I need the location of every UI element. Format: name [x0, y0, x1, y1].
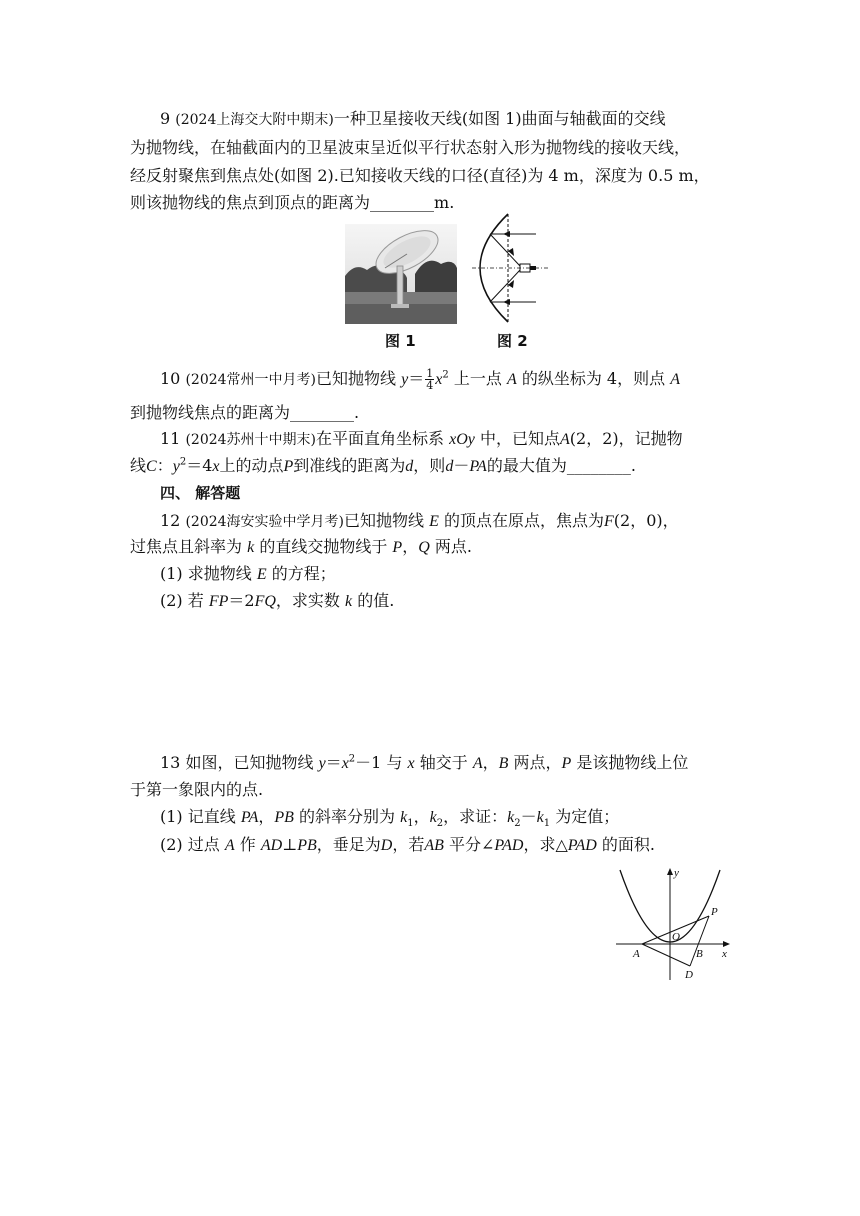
q12-text2: 的顶点在原点，焦点为 — [444, 511, 605, 530]
line-PB: PB — [297, 837, 317, 854]
comma: ， — [258, 807, 275, 826]
point-A-label: A — [633, 948, 640, 960]
q13-line1 — [160, 753, 688, 774]
q12-line2 — [130, 537, 472, 558]
var-x: x — [407, 755, 415, 772]
point-F: F — [604, 513, 614, 530]
subscript: 2 — [514, 818, 521, 830]
q12-text6: 两点. — [434, 537, 472, 556]
point-P: P — [283, 458, 294, 475]
q11-text3: (2，2)，记抛物 — [569, 429, 683, 448]
q10-number: 10 — [160, 369, 181, 388]
q9-source: (2024上海交大附中期末) — [175, 112, 334, 128]
q12-part2-text: (2) 若 — [160, 591, 204, 610]
q9-line3: 经反射聚焦到焦点处(如图 2).已知接收天线的口径(直径)为 4 m，深度为 0.5 m， — [130, 166, 710, 185]
q12-text4: 过焦点且斜率为 — [130, 537, 243, 556]
y-axis-label: y — [674, 867, 679, 879]
q12-source: (2024海安实验中学月考) — [185, 514, 345, 530]
point-P-label: P — [711, 906, 718, 918]
q12-text: 已知抛物线 — [344, 511, 425, 530]
fraction-denominator: 4 — [426, 379, 434, 392]
q9-number: 9 — [160, 109, 171, 128]
point-A: A — [224, 837, 235, 854]
perpendicular-sign: ⊥ — [282, 835, 298, 854]
segment-AB: AB — [424, 837, 444, 854]
x-axis-label: x — [722, 948, 727, 960]
q11-number: 11 — [160, 429, 181, 448]
q13-parabola-diagram — [610, 864, 734, 982]
q13-part2-text6: ，求△ — [523, 835, 568, 854]
q13-part2-text7: 的面积. — [601, 835, 656, 854]
var-y: y — [401, 371, 409, 388]
triangle-PAD: PAD — [567, 837, 597, 854]
q13-text2: －1 与 — [355, 753, 403, 772]
figure2-caption: 图 2 — [497, 332, 528, 350]
segment-PA: PA — [469, 458, 487, 475]
subscript: 1 — [543, 818, 551, 830]
parabola-reflection-diagram — [470, 212, 552, 324]
satellite-dish-photo — [345, 224, 457, 324]
q11-text: 在平面直角坐标系 — [316, 429, 445, 448]
q13-part2-text4: ，若 — [392, 835, 425, 854]
q12-part1-text2: 的方程； — [271, 564, 336, 583]
q12-part2-text2: ，求实数 — [275, 591, 340, 610]
q13-part2-text3: ，垂足为 — [316, 835, 381, 854]
point-A: A — [560, 431, 570, 448]
q11-line2 — [130, 456, 636, 477]
q9-line1 — [160, 109, 666, 130]
var-k1: k — [400, 809, 408, 826]
angle-PAD: PAD — [494, 837, 524, 854]
equals-sign: ＝ — [325, 753, 342, 772]
q11-text6: 到准线的距离为 — [293, 456, 406, 475]
q10-text2: 上一点 — [453, 369, 502, 388]
q9-line4 — [130, 193, 454, 213]
point-B: B — [498, 755, 509, 772]
point-P: P — [561, 755, 572, 772]
parabola-E: E — [256, 566, 267, 583]
q9-answer-blank: ________ — [370, 193, 435, 212]
q13-part1-text2: 的斜率分别为 — [299, 807, 396, 826]
comma: ， — [482, 753, 499, 772]
q12-part1-text: (1) 求抛物线 — [160, 564, 252, 583]
q11-line1 — [160, 429, 683, 450]
coord-system-xOy: xOy — [449, 431, 475, 448]
origin-label: O — [672, 931, 680, 943]
q9-line2: 为抛物线，在轴截面内的卫星波束呈近似平行状态射入形为抛物线的接收天线， — [130, 138, 691, 157]
var-k: k — [345, 593, 353, 610]
q13-part1-text4: 为定值； — [555, 807, 620, 826]
figure1-caption: 图 1 — [385, 332, 416, 350]
exponent: 2 — [442, 369, 449, 381]
q12-text3: (2，0)， — [613, 511, 679, 530]
line-PA: PA — [240, 809, 259, 826]
q11-colon: ： — [156, 456, 173, 475]
q11-text8: 的最大值为________. — [486, 456, 636, 475]
q12-text5: 的直线交抛物线于 — [259, 537, 388, 556]
var-d: d — [445, 458, 454, 475]
q13-part2 — [160, 835, 655, 856]
q10-source: (2024常州一中月考) — [185, 372, 317, 388]
q10-text3: 的纵坐标为 4，则点 — [521, 369, 666, 388]
q13-text5: 是该抛物线上位 — [576, 753, 689, 772]
q13-part2-text: (2) 过点 — [160, 835, 220, 854]
q10-text: 已知抛物线 — [316, 369, 397, 388]
section-heading: 四、 解答题 — [160, 484, 241, 502]
comma: ， — [402, 537, 419, 556]
var-k2: k — [507, 809, 515, 826]
q13-part2-text5: 平分∠ — [449, 835, 495, 854]
q11-text7: ，则 — [413, 456, 446, 475]
q13-text4: 两点， — [513, 753, 562, 772]
q12-part2-eq: ＝2 — [228, 591, 255, 610]
var-k1: k — [536, 809, 544, 826]
q9-text: 一种卫星接收天线(如图 1)曲面与轴截面的交线 — [333, 109, 666, 128]
var-x: x — [212, 458, 220, 475]
q13-text: 如图，已知抛物线 — [185, 753, 314, 772]
q11-eq: ＝4 — [186, 456, 213, 475]
point-P: P — [392, 539, 403, 556]
segment-FQ: FQ — [254, 593, 276, 610]
point-A: A — [506, 371, 517, 388]
q11-text2: 中，已知点 — [479, 429, 560, 448]
fraction-one-quarter — [425, 368, 434, 391]
point-A: A — [670, 371, 680, 388]
q9-line4-text: 则该抛物线的焦点到顶点的距离为 — [130, 193, 371, 212]
var-k: k — [247, 539, 255, 556]
q10-line1 — [160, 368, 680, 391]
var-k2: k — [429, 809, 437, 826]
exponent: 2 — [179, 456, 187, 468]
curve-C: C — [146, 458, 157, 475]
minus-sign: － — [520, 807, 537, 826]
q12-part2 — [160, 591, 394, 612]
q12-part1 — [160, 564, 336, 585]
q11-text4: 线 — [130, 456, 147, 475]
q13-text3: 轴交于 — [419, 753, 468, 772]
segment-FP: FP — [208, 593, 229, 610]
point-D-label: D — [685, 969, 693, 981]
q13-number: 13 — [160, 753, 181, 772]
line-PB: PB — [274, 809, 294, 826]
q9-unit: m. — [434, 193, 455, 212]
q13-part1 — [160, 807, 619, 828]
subscript: 2 — [436, 818, 444, 830]
subscript: 1 — [407, 818, 414, 830]
q13-part1-text: (1) 记直线 — [160, 807, 236, 826]
q12-number: 12 — [160, 511, 181, 530]
comma: ， — [413, 807, 430, 826]
q11-text5: 上的动点 — [219, 456, 284, 475]
point-Q: Q — [418, 539, 430, 556]
var-x: x — [435, 371, 443, 388]
segment-AD: AD — [260, 837, 283, 854]
equals-sign: ＝ — [408, 369, 425, 388]
q13-line2: 于第一象限内的点. — [130, 780, 264, 799]
point-D: D — [380, 837, 393, 854]
q10-line2: 到抛物线焦点的距离为________. — [130, 403, 360, 422]
point-A: A — [472, 755, 483, 772]
var-y: y — [318, 755, 326, 772]
q11-source: (2024苏州十中期末) — [185, 432, 317, 448]
q13-part1-text3: ，求证： — [443, 807, 508, 826]
minus-sign: － — [453, 456, 470, 475]
var-y: y — [172, 458, 180, 475]
var-x: x — [341, 755, 349, 772]
q13-part2-text2: 作 — [239, 835, 256, 854]
q12-line1 — [160, 511, 679, 532]
fraction-numerator: 1 — [426, 367, 434, 380]
parabola-E: E — [429, 513, 439, 530]
var-d: d — [405, 458, 414, 475]
exponent: 2 — [348, 753, 356, 765]
point-B-label: B — [696, 948, 703, 960]
q12-part2-text3: 的值. — [357, 591, 395, 610]
